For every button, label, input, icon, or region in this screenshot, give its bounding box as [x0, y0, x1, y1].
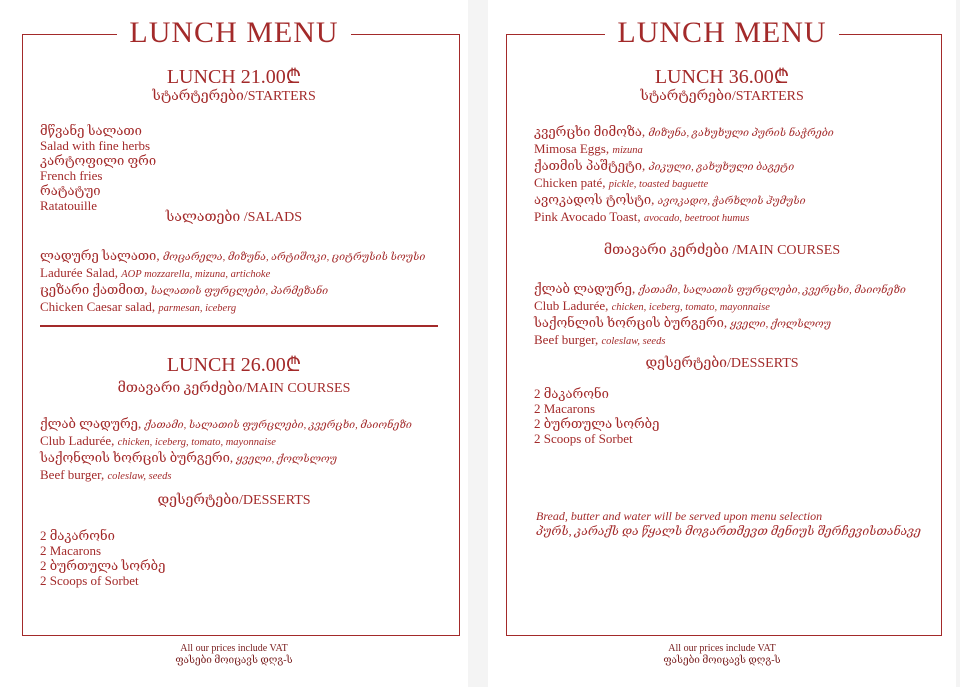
menu-item-name: Ratatouille: [40, 198, 98, 213]
main-courses-list: [40, 416, 412, 484]
menu-item: [40, 183, 156, 198]
menu-item-name: Chicken Caesar salad,: [40, 299, 156, 314]
menu-item-description: AOP mozzarella, mizuna, artichoke: [121, 269, 271, 280]
lunch-price-heading: LUNCH 26.00₾: [166, 354, 302, 376]
menu-item-name: ავოკადოს ტოსტი,: [534, 192, 655, 207]
starters-list: [534, 124, 834, 226]
vat-footer: [0, 643, 468, 667]
menu-item: [40, 573, 165, 588]
desserts-heading: დესერტები/DESSERTS: [645, 356, 799, 371]
menu-item-description: ქათამი, სალათის ფურცლები, კვერცხი, მაიონეზი: [638, 285, 906, 296]
footer-ka: ფასები მოიცავს დღგ-ს: [663, 655, 781, 666]
menu-item: [40, 138, 156, 153]
menu-title: LUNCH MENU: [0, 16, 468, 50]
menu-item-name: ქათმის პაშტეტი,: [534, 158, 646, 173]
menu-page-right: [488, 0, 956, 687]
footer-en: All our prices include VAT: [668, 643, 776, 654]
menu-item: [40, 543, 165, 558]
menu-item-name: 2 მაკარონი: [40, 528, 115, 543]
menu-item-description: coleslaw, seeds: [601, 336, 666, 347]
menu-item-name: კარტოფილი ფრი: [40, 153, 157, 168]
menu-item: [534, 124, 834, 141]
menu-item: [534, 332, 906, 349]
lunch-price-heading: LUNCH 36.00₾: [654, 66, 790, 88]
menu-item-name: საქონლის ხორცის ბურგერი,: [534, 315, 728, 330]
menu-item-name: Beef burger,: [40, 467, 105, 482]
menu-item: [534, 141, 834, 158]
footer-ka: ფასები მოიცავს დღგ-ს: [175, 655, 293, 666]
menu-item-description: ყველი, ქოლსლოუ: [236, 454, 338, 465]
menu-item-name: Ladurée Salad,: [40, 265, 118, 280]
menu-item-name: ქლაბ ლადურე,: [534, 281, 636, 296]
bread-note: [536, 509, 921, 539]
menu-item: [40, 558, 165, 573]
menu-item: [534, 158, 834, 175]
desserts-list: [40, 528, 165, 588]
menu-item-name: მწვანე სალათი: [40, 123, 142, 138]
menu-item-description: coleslaw, seeds: [107, 471, 172, 482]
menu-item-name: ცეზარი ქათმით,: [40, 282, 148, 297]
menu-item-name: Beef burger,: [534, 332, 599, 347]
menu-item-name: 2 Scoops of Sorbet: [534, 431, 633, 446]
menu-title: LUNCH MENU: [488, 16, 956, 50]
menu-item: [40, 450, 412, 467]
menu-item: [534, 431, 659, 446]
menu-item: [40, 265, 425, 282]
menu-item-description: pickle, toasted baguette: [608, 179, 709, 190]
menu-item: [40, 416, 412, 433]
menu-item: [534, 175, 834, 192]
menu-item-description: სალათის ფურცლები, პარმეზანი: [150, 286, 329, 297]
footer-en: All our prices include VAT: [180, 643, 288, 654]
menu-item: [534, 401, 659, 416]
desserts-heading: დესერტები/DESSERTS: [157, 493, 311, 508]
menu-item-name: Pink Avocado Toast,: [534, 209, 641, 224]
menu-item-name: 2 მაკარონი: [534, 386, 609, 401]
main-courses-list: [534, 281, 906, 349]
section-divider: [40, 325, 438, 327]
menu-item: [40, 528, 165, 543]
starters-heading: სტარტერები/STARTERS: [640, 89, 804, 104]
menu-item-name: Club Ladurée,: [534, 298, 609, 313]
menu-item-description: მიზუნა, გახუხული პურის ნაჭრები: [648, 128, 834, 139]
menu-item-name: 2 Macarons: [534, 401, 596, 416]
menu-item: [40, 168, 156, 183]
menu-item: [40, 123, 156, 138]
menu-item-description: parmesan, iceberg: [158, 303, 237, 314]
menu-item-name: Club Ladurée,: [40, 433, 115, 448]
menu-item: [534, 281, 906, 298]
note-ka: პურს, კარაქს და წყალს მოგართმევთ მენიუს შერჩევისთანავე: [536, 524, 921, 538]
menu-item-description: მოცარელა, მიზუნა, არტიშოკი, ციტრუსის სოუსი: [162, 252, 426, 263]
menu-item-name: 2 Macarons: [40, 543, 102, 558]
menu-item: [534, 386, 659, 401]
main-courses-heading: მთავარი კერძები /MAIN COURSES: [603, 243, 841, 258]
menu-item-description: chicken, iceberg, tomato, mayonnaise: [611, 302, 770, 313]
menu-page-left: [0, 0, 468, 687]
menu-item: [40, 282, 425, 299]
menu-item-name: Salad with fine herbs: [40, 138, 151, 153]
main-courses-heading: მთავარი კერძები/MAIN COURSES: [117, 381, 351, 396]
menu-item-name: Mimosa Eggs,: [534, 141, 610, 156]
menu-item-name: საქონლის ხორცის ბურგერი,: [40, 450, 234, 465]
menu-item-description: avocado, beetroot humus: [643, 213, 750, 224]
menu-item-name: 2 ბურთულა სორბე: [40, 558, 166, 573]
menu-item-description: chicken, iceberg, tomato, mayonnaise: [117, 437, 276, 448]
menu-item-description: ავოკადო, ჭარხლის ჰუმუსი: [657, 196, 806, 207]
menu-item: [534, 298, 906, 315]
salads-heading: სალათები /SALADS: [165, 210, 303, 225]
starters-heading: სტარტერები/STARTERS: [152, 89, 316, 104]
desserts-list: [534, 386, 659, 446]
vat-footer: [488, 643, 956, 667]
menu-item: [534, 192, 834, 209]
menu-item-name: რატატუი: [40, 183, 101, 198]
menu-item-description: პიკული, გახუხული ბაგეტი: [648, 162, 795, 173]
menu-item: [40, 299, 425, 316]
menu-item: [40, 467, 412, 484]
menu-item: [534, 416, 659, 431]
menu-item: [40, 433, 412, 450]
menu-item-name: 2 ბურთულა სორბე: [534, 416, 660, 431]
menu-item: [534, 315, 906, 332]
menu-item-name: 2 Scoops of Sorbet: [40, 573, 139, 588]
menu-item-name: ქლაბ ლადურე,: [40, 416, 142, 431]
menu-item: [40, 248, 425, 265]
note-en: Bread, butter and water will be served upon menu selection: [536, 509, 823, 523]
lunch-price-heading: LUNCH 21.00₾: [166, 66, 302, 88]
menu-item-description: ყველი, ქოლსლოუ: [730, 319, 832, 330]
menu-item-name: French fries: [40, 168, 103, 183]
salads-list: [40, 248, 425, 316]
menu-item: [40, 153, 156, 168]
menu-item-name: კვერცხი მიმოზა,: [534, 124, 646, 139]
menu-item-description: mizuna: [612, 145, 643, 156]
menu-item-description: ქათამი, სალათის ფურცლები, კვერცხი, მაიონეზი: [144, 420, 412, 431]
starters-list: [40, 123, 156, 213]
menu-item: [534, 209, 834, 226]
menu-item-name: Chicken paté,: [534, 175, 606, 190]
menu-item-name: ლადურე სალათი,: [40, 248, 160, 263]
